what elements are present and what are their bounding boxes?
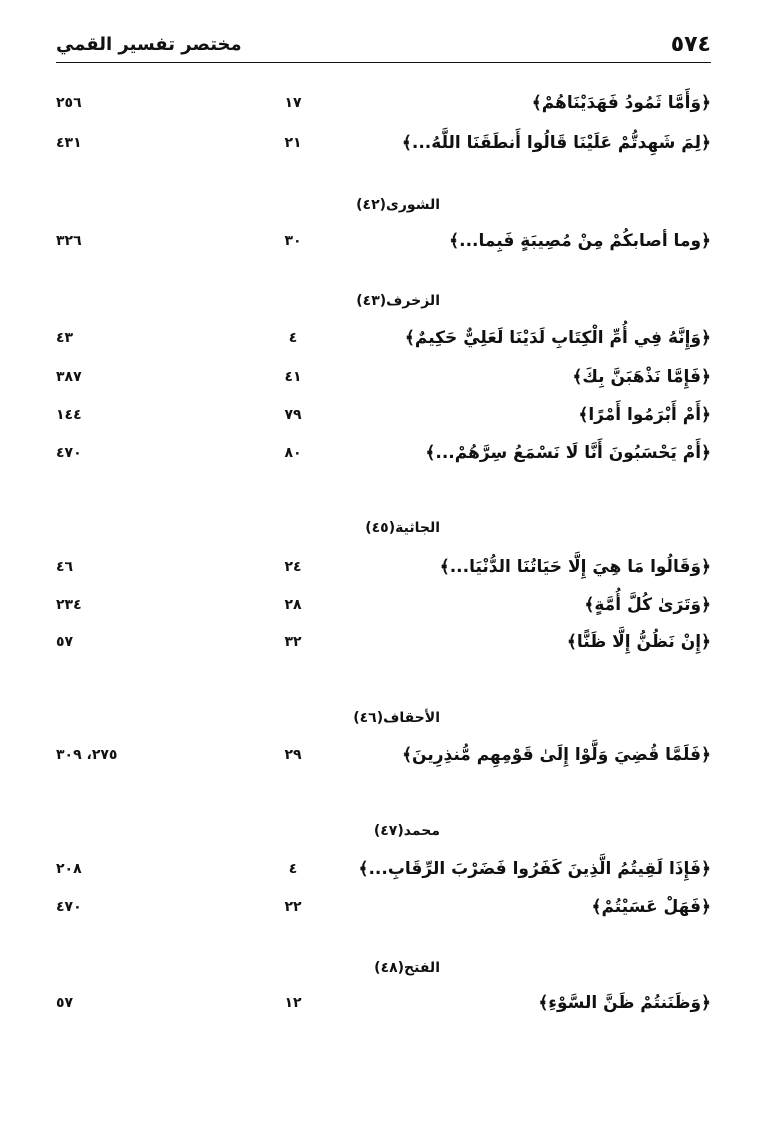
ayah-number: ٣٢ — [284, 634, 302, 650]
ayah-number: ٧٩ — [284, 407, 302, 423]
ayah-number: ٢٩ — [284, 747, 302, 763]
page-reference: ٤٣ — [56, 330, 74, 346]
index-row — [56, 132, 711, 162]
index-row — [56, 442, 711, 472]
verse-text: ﴿وَقَالُوا مَا هِيَ إِلَّا حَيَاتُنَا الدُّنْيَا...﴾ — [439, 557, 711, 577]
verse-text: ﴿وَظَنَنتُمْ ظَنَّ السَّوْءِ﴾ — [538, 993, 711, 1013]
page-reference: ٢٧٥، ٣٠٩ — [56, 747, 118, 763]
page-reference: ٢٣٤ — [56, 597, 82, 613]
ayah-number: ٢٤ — [284, 559, 302, 575]
verse-text: ﴿وَتَرَىٰ كُلَّ أُمَّةٍ﴾ — [584, 595, 711, 615]
verse-text: ﴿فَإِمَّا نَذْهَبَنَّ بِكَ﴾ — [572, 367, 711, 387]
index-row — [56, 631, 711, 661]
surah-heading: الفتح(٤٨) — [374, 960, 440, 976]
verse-text: ﴿وَإِنَّهُ فِي أُمِّ الْكِتَابِ لَدَيْنَا لَعَلِيٌّ حَكِيمٌ﴾ — [404, 328, 711, 348]
page-reference: ٣٢٦ — [56, 233, 82, 249]
page-number: ٥٧٤ — [670, 32, 711, 57]
verse-text: ﴿إِنْ نَظُنُّ إِلَّا ظَنًّا﴾ — [566, 632, 711, 652]
verse-text: ﴿فَهَلْ عَسَيْتُمْ﴾ — [591, 897, 711, 917]
page-reference: ١٤٤ — [56, 407, 82, 423]
page-reference: ٤٧٠ — [56, 445, 82, 461]
index-row — [56, 366, 711, 396]
page-reference: ٢٥٦ — [56, 95, 82, 111]
index-row — [56, 992, 711, 1022]
ayah-number: ٢٨ — [284, 597, 302, 613]
index-row — [56, 230, 711, 260]
surah-heading: الجاثية(٤٥) — [365, 520, 440, 536]
page-reference: ٣٨٧ — [56, 369, 82, 385]
ayah-number: ٤١ — [284, 369, 302, 385]
surah-heading: الزخرف(٤٣) — [356, 293, 440, 309]
index-row — [56, 327, 711, 357]
verse-text: ﴿فَلَمَّا قُضِيَ وَلَّوْا إِلَىٰ قَوْمِهِم مُّنذِرِينَ﴾ — [402, 745, 711, 765]
page-reference: ٥٧ — [56, 995, 74, 1011]
ayah-number: ١٧ — [284, 95, 302, 111]
verse-text: ﴿لِمَ شَهِدتُّمْ عَلَيْنَا قَالُوا أَنطَقَنَا اللَّهُ...﴾ — [401, 133, 711, 153]
ayah-number: ٤ — [288, 861, 298, 877]
surah-heading: محمد(٤٧) — [373, 823, 440, 839]
page-reference: ٤٦ — [56, 559, 74, 575]
page-reference: ٥٧ — [56, 634, 74, 650]
ayah-number: ٢١ — [284, 135, 302, 151]
index-row — [56, 556, 711, 586]
index-row — [56, 594, 711, 624]
ayah-number: ٣٠ — [284, 233, 302, 249]
verse-text: ﴿وما أصابكُمْ مِنْ مُصِيبَةٍ فَبِما...﴾ — [449, 231, 711, 251]
verse-text: ﴿أَمْ أَبْرَمُوا أَمْرًا﴾ — [578, 405, 711, 425]
index-row — [56, 404, 711, 434]
page-reference: ٤٣١ — [56, 135, 82, 151]
ayah-number: ٤ — [288, 330, 298, 346]
verse-text: ﴿وَأَمَّا ثَمُودُ فَهَدَيْنَاهُمْ﴾ — [531, 93, 711, 113]
surah-heading: الشورى(٤٢) — [356, 197, 440, 213]
verse-text: ﴿أَمْ يَحْسَبُونَ أَنَّا لَا نَسْمَعُ سِرَّهُمْ...﴾ — [425, 443, 711, 463]
page-reference: ٤٧٠ — [56, 899, 82, 915]
surah-heading: الأحقاف(٤٦) — [353, 710, 440, 726]
ayah-number: ١٢ — [284, 995, 302, 1011]
ayah-number: ٨٠ — [284, 445, 302, 461]
book-title: مختصر تفسير القمي — [56, 34, 242, 55]
index-row — [56, 896, 711, 926]
page-reference: ٢٠٨ — [56, 861, 82, 877]
ayah-number: ٢٢ — [284, 899, 302, 915]
index-row — [56, 92, 711, 122]
index-row — [56, 744, 711, 774]
index-row — [56, 858, 711, 888]
verse-text: ﴿فَإِذَا لَقِيتُمُ الَّذِينَ كَفَرُوا فَضَرْبَ الرِّقَابِ...﴾ — [358, 859, 711, 879]
